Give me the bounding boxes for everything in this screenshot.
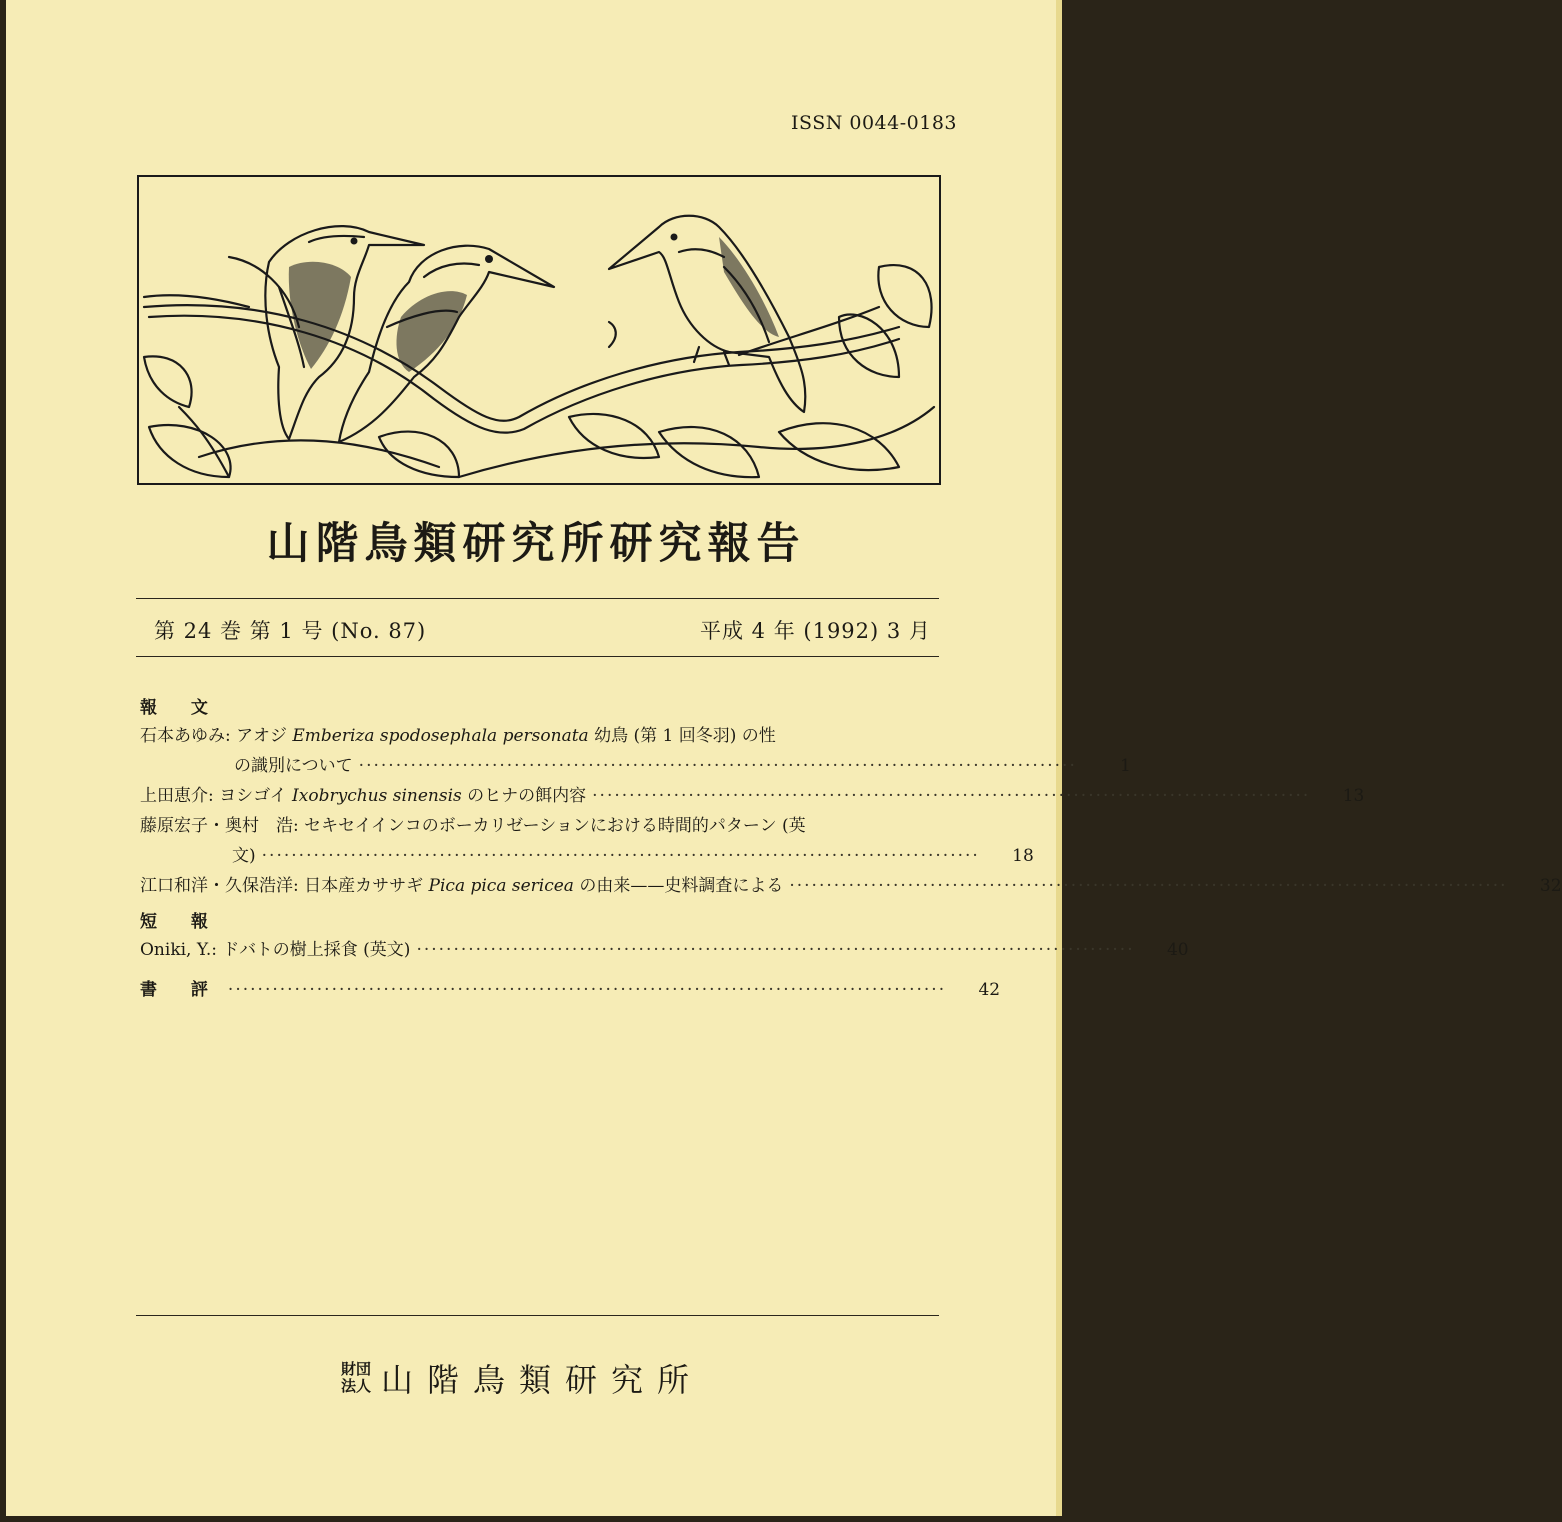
section-heading-articles: 報 文 — [140, 698, 222, 718]
toc-entry — [140, 871, 1562, 901]
section-heading-book-review: 書 評 — [140, 980, 222, 1000]
toc-entry-line — [140, 935, 410, 965]
toc-entry-line — [140, 781, 586, 811]
leader-dots: ································································································· — [789, 876, 1508, 896]
page-number: 32 — [1539, 876, 1562, 896]
leader-dots: ································································································· — [416, 940, 1135, 960]
leader-dots: ································································································· — [592, 786, 1311, 806]
entry-text: 幼鳥 (第 1 回冬羽) の性 — [588, 726, 776, 746]
toc-entry — [140, 721, 940, 751]
leader-dots: ································································································· — [261, 846, 980, 866]
author: 江口和洋・久保浩洋: — [140, 876, 299, 896]
kingfisher-illustration — [137, 175, 941, 485]
section-heading-short-reports: 短 報 — [140, 912, 222, 932]
publisher-name: 山階鳥類研究所 — [381, 1361, 704, 1399]
species-name: Emberiza spodosephala personata — [292, 726, 589, 746]
species-name: Pica pica sericea — [428, 876, 574, 896]
kingfisher-drawing — [139, 177, 939, 483]
toc-entry-continuation — [140, 841, 1034, 871]
leader-dots: ································································································· — [358, 756, 1077, 776]
journal-title: 山階鳥類研究所研究報告 — [266, 519, 806, 569]
page-number: 42 — [978, 980, 1001, 1000]
toc-entry-line1 — [140, 721, 776, 751]
cover-page — [6, 0, 1562, 1516]
top-rule — [136, 598, 939, 599]
table-of-contents — [140, 695, 1562, 1005]
bottom-rule — [136, 656, 939, 657]
entry-text: の由来——史料調査による — [573, 876, 784, 896]
volume-number: 第 24 巻 第 1 号 (No. 87) — [154, 619, 427, 643]
toc-entry-continuation — [140, 751, 1131, 781]
entry-text: ヨシゴイ — [213, 786, 293, 806]
page-number: 18 — [1012, 846, 1034, 866]
species-name: Ixobrychus sinensis — [292, 786, 462, 806]
issue-date: 平成 4 年 (1992) 3 月 — [700, 619, 931, 643]
page-number: 13 — [1342, 786, 1365, 806]
entry-text: アオジ — [230, 726, 293, 746]
footer-rule — [136, 1315, 939, 1316]
toc-entry — [140, 811, 940, 841]
author: 上田恵介: — [140, 786, 214, 806]
toc-entry — [140, 781, 1365, 811]
leader-dots: ································································································· — [227, 980, 947, 1000]
author: 藤原宏子・奥村 浩: — [140, 816, 299, 836]
author: Oniki, Y.: — [140, 940, 218, 960]
publisher-prefix-top: 財団 — [341, 1360, 372, 1378]
toc-entry-line1 — [140, 811, 806, 841]
entry-text: のヒナの餌内容 — [461, 786, 587, 806]
entry-text: 日本産カササギ — [298, 876, 429, 896]
entry-text: セキセイインコのボーカリゼーションにおける時間的パターン (英 — [298, 816, 806, 836]
publisher — [341, 1355, 703, 1401]
author: 石本あゆみ: — [140, 726, 231, 746]
entry-text: 文) — [232, 846, 256, 866]
toc-entry-book-review — [140, 975, 1001, 1005]
page-number: 40 — [1166, 940, 1189, 960]
toc-entry-line — [140, 871, 783, 901]
toc-entry — [140, 935, 1189, 965]
page-number: 1 — [1120, 756, 1131, 776]
entry-text: の識別について — [234, 756, 353, 776]
publisher-prefix-bottom: 法人 — [341, 1377, 372, 1395]
publisher-prefix — [341, 1361, 371, 1395]
issn: ISSN 0044-0183 — [791, 112, 957, 134]
entry-text: ドバトの樹上採食 (英文) — [217, 940, 411, 960]
